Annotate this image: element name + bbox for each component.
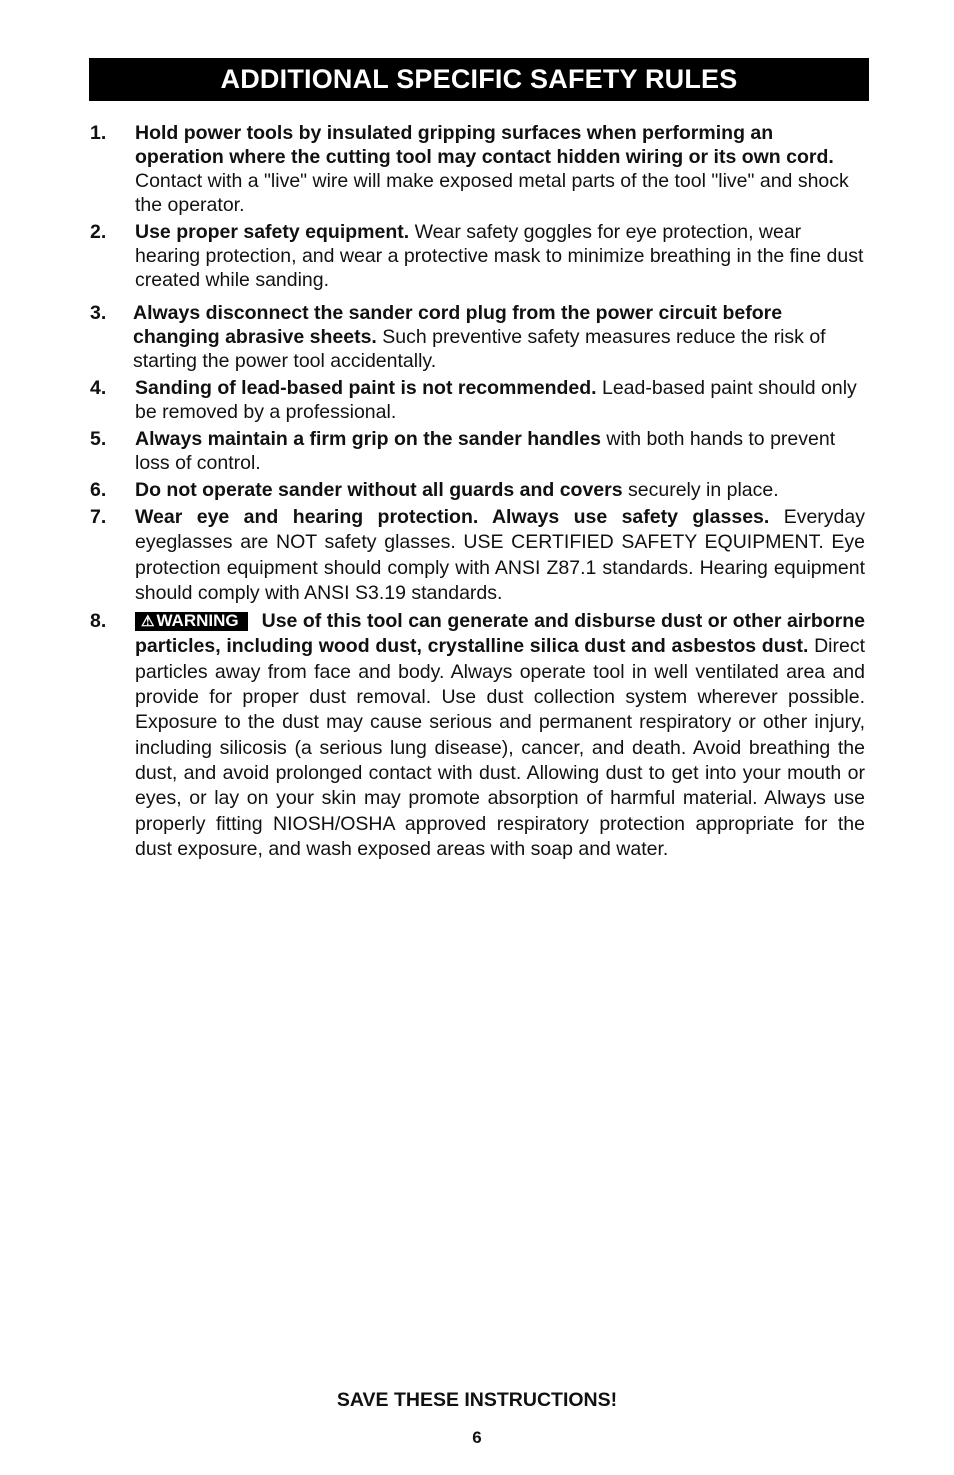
page-number: 6 bbox=[472, 1428, 482, 1447]
list-item-number: 1. bbox=[90, 122, 107, 144]
save-instructions-note: SAVE THESE INSTRUCTIONS! bbox=[336, 1389, 618, 1411]
list-item-heading: Do not operate sander without all guards and covers bbox=[135, 479, 623, 501]
warning-badge bbox=[135, 612, 248, 631]
list-item-text: Lead-based paint should only be removed by a professional. bbox=[135, 377, 857, 423]
list-item bbox=[90, 376, 865, 424]
list-item-number: 2. bbox=[90, 221, 107, 243]
list-item bbox=[90, 609, 865, 862]
list-item-text: Everyday eyeglasses are NOT safety glasses. USE CERTIFIED SAFETY EQUIPMENT. Eye protection equipment should comply with ANSI Z87.1 standards. Hearing equipment should comply with ANSI S3.19 standards. bbox=[135, 506, 865, 604]
list-item-heading: Hold power tools by insulated gripping surfaces when performing an operation where the cutting tool may contact hidden wiring or its own cord. bbox=[135, 122, 834, 168]
warning-triangle-icon: ⚠ bbox=[141, 613, 155, 631]
list-item bbox=[90, 427, 865, 475]
warning-badge-label: WARNING bbox=[156, 611, 239, 631]
list-item-text: securely in place. bbox=[622, 479, 779, 501]
list-item-text: Such preventive safety measures reduce the risk of starting the power tool accidentally. bbox=[133, 326, 826, 372]
page-title: ADDITIONAL SPECIFIC SAFETY RULES bbox=[220, 64, 738, 94]
list-item bbox=[90, 121, 865, 217]
list-item-heading: Sanding of lead-based paint is not recommended. bbox=[135, 377, 597, 399]
list-item bbox=[90, 220, 865, 292]
list-item-text: Wear safety goggles for eye protection, wear hearing protection, and wear a protective mask to minimize breathing in the fine dust created while sanding. bbox=[135, 221, 864, 291]
list-item-heading: Always maintain a firm grip on the sander handles bbox=[135, 428, 601, 450]
list-item bbox=[90, 505, 865, 606]
list-item-text: Contact with a "live" wire will make exposed metal parts of the tool "live" and shock the operator. bbox=[135, 170, 849, 216]
list-item-heading: Always disconnect the sander cord plug from the power circuit before changing abrasive sheets. bbox=[133, 302, 783, 348]
list-item-number: 6. bbox=[90, 479, 107, 501]
list-item-text: with both hands to prevent loss of control. bbox=[135, 428, 836, 474]
safety-rules-list bbox=[90, 121, 865, 865]
section-header bbox=[89, 58, 869, 101]
list-item-text: Direct particles away from face and body. Always operate tool in well ventilated area and provide for proper dust removal. Use dust collection system wherever possible. Exposure to the dust may cause serious and permanent respiratory or other injury, including silicosis (a serious lung disease), cancer, and death. Avoid breathing the dust, and avoid prolonged contact with dust. Allowing dust to get into your mouth or eyes, or lay on your skin may promote absorption of harmful material. Always use properly fitting NIOSH/OSHA approved respiratory protection appropriate for the dust exposure, and wash exposed areas with soap and water. bbox=[135, 635, 866, 860]
list-item-heading: Use proper safety equipment. bbox=[135, 221, 410, 243]
list-item-number: 8. bbox=[90, 610, 107, 633]
list-item-number: 7. bbox=[90, 506, 107, 528]
list-item-heading: Use of this tool can generate and disburse dust or other airborne particles, including wood dust, crystalline silica dust and asbestos dust. bbox=[135, 610, 865, 658]
list-item-number: 3. bbox=[90, 302, 107, 324]
list-item-number: 4. bbox=[90, 377, 107, 399]
list-item-heading: Wear eye and hearing protection. Always use safety glasses. bbox=[135, 506, 770, 528]
list-item-number: 5. bbox=[90, 428, 107, 450]
list-item bbox=[90, 301, 865, 373]
list-item bbox=[90, 478, 865, 502]
